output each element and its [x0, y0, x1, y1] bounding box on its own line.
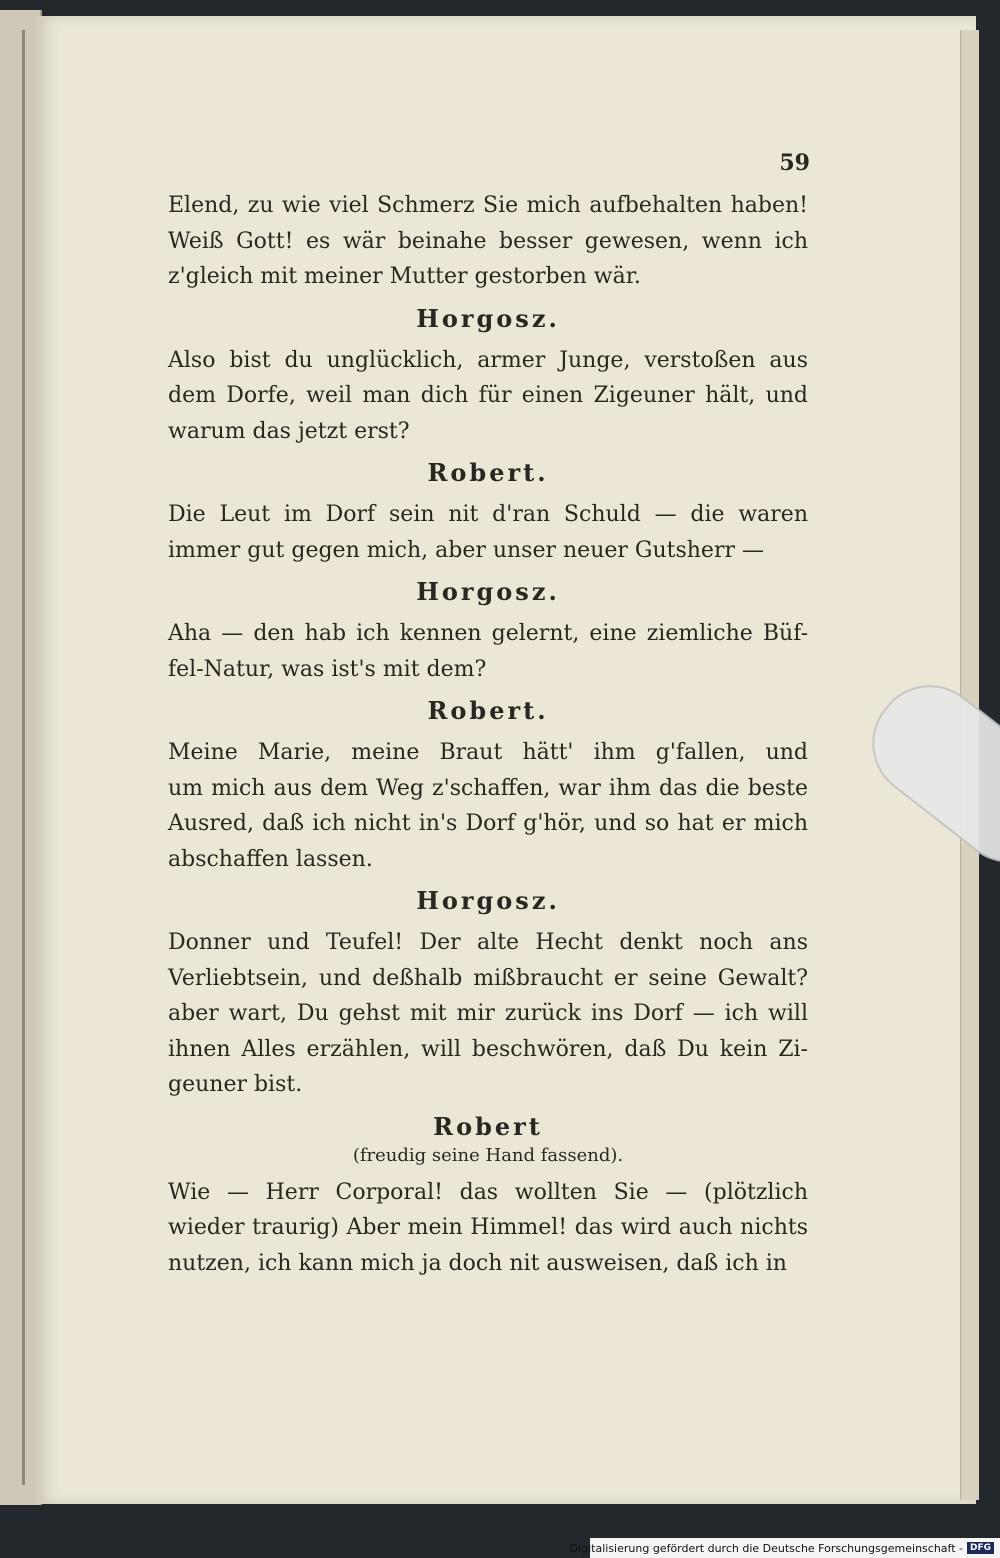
text-line: fel-Natur, was ist's mit dem? [168, 656, 487, 682]
dfg-logo: DFG [967, 1542, 994, 1554]
dialogue-paragraph [168, 616, 808, 687]
text-line: z'gleich mit meiner Mutter gestorben wär. [168, 264, 641, 289]
dialogue-paragraph [168, 735, 808, 877]
dialogue-paragraph [168, 1175, 808, 1282]
text-line: Also bist du unglücklich, armer Junge, verstoßen aus [168, 347, 808, 373]
speaker-name: Horgosz. [416, 886, 560, 915]
text-line: abschaffen lassen. [168, 846, 373, 872]
text-line: immer gut gegen mich, aber unser neuer Gutsherr — [168, 537, 764, 563]
footer-credit-bar [569, 1538, 1000, 1558]
text-line: dem Dorfe, weil man dich für einen Zigeuner hält, und [168, 383, 808, 408]
text-line: Aha — den hab ich kennen gelernt, eine ziemliche Büf- [168, 621, 808, 646]
stage-direction: (freudig seine Hand fassend). [352, 1144, 624, 1166]
text-line: Elend, zu wie viel Schmerz Sie mich aufbehalten haben! [168, 193, 808, 218]
text-line: wieder traurig) Aber mein Himmel! das wird auch nichts [168, 1215, 808, 1240]
text-line: aber wart, Du gehst mit mir zurück ins Dorf — ich will [168, 1001, 808, 1026]
text-line: um mich aus dem Weg z'schaffen, war ihm das die beste [168, 775, 808, 801]
text-line: Ausred, daß ich nicht in's Dorf g'hör, und so hat er mich [168, 811, 808, 836]
text-line: warum das jetzt erst? [168, 418, 410, 444]
play-text [168, 188, 808, 1281]
text-line: Wie — Herr Corporal! das wollten Sie — (plötzlich [168, 1179, 808, 1205]
dialogue-paragraph [168, 188, 808, 295]
text-line: ihnen Alles erzählen, will beschwören, daß Du kein Zi- [168, 1036, 808, 1062]
text-line: Die Leut im Dorf sein nit d'ran Schuld — die waren [168, 502, 808, 527]
dialogue-paragraph [168, 925, 808, 1103]
text-line: Verliebtsein, und deßhalb mißbraucht er seine Gewalt? [168, 965, 808, 991]
text-line: Donner und Teufel! Der alte Hecht denkt noch ans [168, 930, 808, 955]
speaker-name: Robert. [427, 458, 549, 487]
page-number: 59 [779, 150, 810, 176]
speaker-name: Horgosz. [416, 577, 560, 606]
text-line: Weiß Gott! es wär beinahe besser gewesen, wenn ich [168, 228, 808, 254]
speaker-name: Robert. [427, 696, 549, 725]
dialogue-paragraph [168, 497, 808, 568]
speaker-name: Robert [433, 1111, 543, 1141]
speaker-name: Horgosz. [416, 303, 560, 333]
gutter-shadow [22, 30, 25, 1485]
dialogue-paragraph [168, 343, 808, 450]
text-line: geuner bist. [168, 1072, 303, 1097]
footer-credit: Digitalisierung gefördert durch die Deutsche Forschungsgemeinschaft - [569, 1541, 963, 1555]
text-line: Meine Marie, meine Braut hätt' ihm g'fallen, und [168, 740, 808, 765]
text-line: nutzen, ich kann mich ja doch nit ausweisen, daß ich in [168, 1250, 787, 1276]
